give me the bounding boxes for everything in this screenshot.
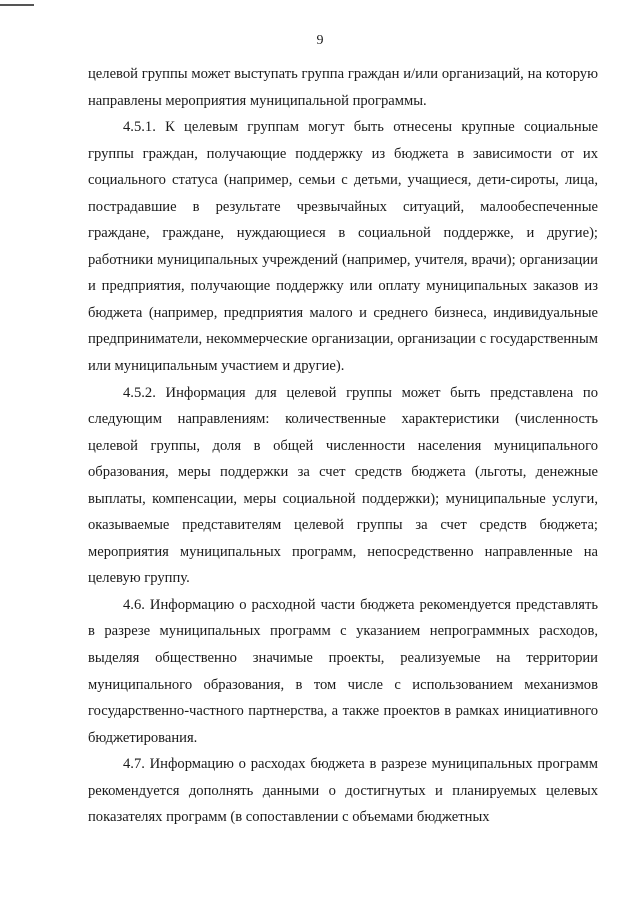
page-number: 9 [316, 33, 324, 48]
paragraph-4-5-1: 4.5.1. К целевым группам могут быть отнесены крупные социальные группы граждан, получающие поддержку из бюджета в зависимости от их социального статуса (например, семьи с детьми, учащиеся, дети-сироты, лица, пострадавшие в результате чрезвычайных ситуаций, малообеспеченные граждане, граждане, нуждающиеся в социальной поддержке, и другие); работники муниципальных учреждений (например, учителя, врачи); организации и предприятия, получающие поддержку или оплату муниципальных заказов из бюджета (например, предприятия малого и среднего бизнеса, индивидуальные предприниматели, некоммерческие организации, организации с государственным или муниципальным участием и другие). [88, 119, 598, 375]
scan-corner-mark [0, 4, 34, 6]
document-body [88, 61, 598, 831]
paragraph-4-6: 4.6. Информацию о расходной части бюджета рекомендуется представлять в разрезе муниципальных программ с указанием непрограммных расходов, выделяя общественно значимые проекты, реализуемые на территории муниципального образования, в том числе с использованием механизмов государственно-частного партнерства, а также проектов в рамках инициативного бюджетирования. [88, 596, 598, 746]
paragraph-continuation: целевой группы может выступать группа граждан и/или организаций, на которую направлены мероприятия муниципальной программы. [88, 66, 598, 109]
paragraph-4-5-2: 4.5.2. Информация для целевой группы может быть представлена по следующим направлениям: количественные характеристики (численность целевой группы, доля в общей численности населения муниципального образования, меры поддержки за счет средств бюджета (льготы, денежные выплаты, компенсации, меры социальной поддержки); муниципальные услуги, оказываемые представителям целевой группы за счет средств бюджета; мероприятия муниципальных программ, непосредственно направленные на целевую группу. [88, 384, 598, 587]
paragraph-4-7: 4.7. Информацию о расходах бюджета в разрезе муниципальных программ рекомендуется дополнять данными о достигнутых и планируемых целевых показателях программ (в сопоставлении с объемами бюджетных [88, 756, 598, 826]
